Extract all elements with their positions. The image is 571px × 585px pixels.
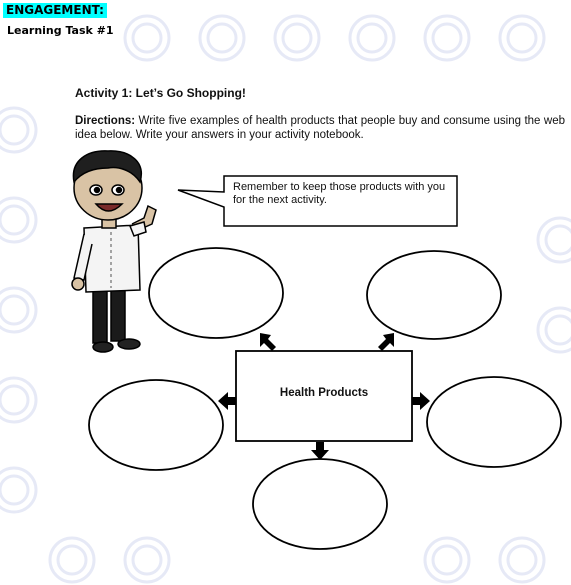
answer-oval-1[interactable] bbox=[149, 248, 283, 338]
activity-title: Activity 1: Let’s Go Shopping! bbox=[75, 86, 246, 100]
learning-task-label: Learning Task #1 bbox=[7, 24, 114, 37]
cartoon-boy-illustration bbox=[72, 151, 156, 352]
arrow-right-icon bbox=[412, 392, 430, 410]
arrow-up-left-icon bbox=[260, 333, 276, 351]
answer-oval-5[interactable] bbox=[253, 459, 387, 549]
center-label: Health Products bbox=[279, 387, 369, 399]
speech-bubble-text: Remember to keep those products with you for the next activity. bbox=[233, 181, 446, 206]
directions-text: Write five examples of health products that people buy and consume using the web idea below. Write your answers in your activity notebook. bbox=[75, 115, 565, 141]
arrow-left-icon bbox=[218, 392, 236, 410]
arrow-down-icon bbox=[311, 442, 329, 460]
directions-label: Directions: bbox=[75, 115, 136, 127]
answer-oval-3[interactable] bbox=[89, 380, 223, 470]
arrow-up-right-icon bbox=[378, 333, 394, 351]
engagement-tag: ENGAGEMENT: bbox=[3, 3, 107, 18]
answer-oval-4[interactable] bbox=[427, 377, 561, 467]
answer-oval-2[interactable] bbox=[367, 251, 501, 339]
